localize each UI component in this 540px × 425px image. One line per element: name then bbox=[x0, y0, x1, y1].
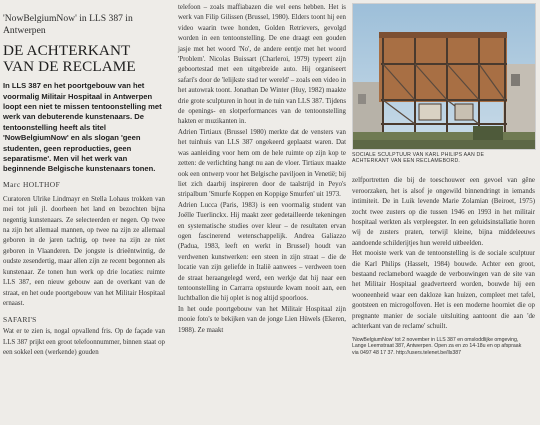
column-middle bbox=[178, 3, 346, 336]
article-kicker: 'NowBelgiumNow' in LLS 387 in Antwerpen bbox=[3, 13, 133, 36]
article-paragraph-1: Curatoren Ulrike Lindmayr en Stella Lohaus trokken van mei tot juli jl. doorheen het land en bezochten bijna negentig kunstenaars. Ze selecteerden er negen. Op twee na zijn het allemaal mannen, op twee na zijn ze allemaal geboren in de jaren tachtig, op twee na zijn ze niet geboren in Vlaanderen. De jongste is drieëntwintig, de oudste zesendertig, maar allen zijn ze recent begonnen als kunstenaar. Ze tonen hun werk op drie locaties: ruimte LLS 387, een nieuw gebouw aan de overkant van de straat, en het oude poortgebouw van het Militair Hospitaal ernaast. bbox=[3, 195, 165, 307]
article-paragraph-2: Wat er te zien is, nogal opvallend fris. Op de façade van LLS 387 prijkt een groot telefoonnummer, binnen staat op een sokkel een (werkende) gouden bbox=[3, 328, 165, 357]
article-photo bbox=[352, 3, 536, 150]
article-headline: DE ACHTERKANT VAN DE RECLAME bbox=[3, 42, 136, 76]
article-byline: Marc HOLTHOF bbox=[3, 179, 61, 189]
photo-caption: SOCIALE SCULPTUUR VAN KARL PHILIPS AAN DE ACHTERKANT VAN EEN RECLAMEBORD. bbox=[352, 152, 485, 165]
exhibition-info-footnote: 'NowBelgiumNow' tot 2 november in LLS 387 en omsloddlijke omgeving, Lange Leemstraat 387, Antwerpen. Open za en zo 14-18u en op afspraak via 0497 48 17 37. http://users.telenet.be/lls387 bbox=[352, 336, 522, 356]
column-left bbox=[3, 13, 165, 359]
column-right bbox=[352, 3, 538, 356]
photo-scaffold-sculpture bbox=[353, 4, 535, 149]
article-column-3-text: zelfportretten die bij de toeschouwer een gevoel van gêne veroorzaken, het is alsof je ongewild binnendringt in iemands intimiteit. De in Luik levende Marie Zolamian (Beiroet, 1975) zocht twee zusters op die tussen 1946 en 1993 in het militair hospitaal werkten als verpleegster. In een geluidsinstallatie horen wij de zusters praten, terwijl kleine, bijna middeleeuws aandoende schilderijtjes hun wereld uitbeelden. Het mooiste werk van de tentoonstelling is de sociale sculptuur die Karl Philips (Hasselt, 1984) bouwde. Achter een groot, bestaand reclamebord waagde de verbouwingen van de site van het Militair Hospitaal geadverteerd worden, bouwde hij een wooneenheid waar een dakloze kan huizen, compleet met tafel, gootsteen en microgolfoven. Het is een moderne hoorniet die op pregnante manier de sociale uitsluiting aantoont die aan 'de achterkant van de reclame' schuilt. bbox=[352, 177, 535, 331]
section-heading-safaris: SAFARI'S bbox=[3, 315, 37, 325]
article-lead: In LLS 387 en het poortgebouw van het voormalig Militair Hospitaal in Antwerpen loopt een niet te missen tentoonstelling met werk van debuterende kunstenaars. De tentoonstelling heeft als titel 'NowBelgiumNow' en als slogan 'geen studenten, geen reproducties, geen separatisme'. Men vil het werk van beginnende Belgische kunstenaars tonen. bbox=[3, 81, 162, 174]
article-column-2-text: telefoon – zoals maffiabazen die wel eens hebben. Het is werk van Filip Gilissen (Brussel, 1980). Elders toont hij een video waarin twee honden, Golden Retrievers, gevolgd worden in een tentoonstelling. De ene draagt een gouden jasje met het woord 'No', de andere eentje met het woord 'Problem'. Nicolas Buissart (Charleroi, 1979) typeert zijn geboortestad met een uitgebreide auto. Hij organiseert safari's door de 'lelijkste stad ter wereld' – zoals een video in het autowrak toont. Jonathan De Winter (Huy, 1982) maakte drie grote sculpturen in hout in de tuin van LLS 387. Tijdens de openings- en slotperformances van de tentoonstelling hakten er muzikanten in. Adrien Tirtiaux (Brussel 1980) merkte dat de vensters van het tuinhuis van LLS 387 ongekeerd geplaatst waren. Dat was aanleiding voor hem om de hele ruimte op zijn kop te zetten: de verlichting hangt nu aan de vloer. Tirtiaux maakte ook een ontwerp voor het Belgische paviljoen in Venetië; bij liet zich daarbij inspireren door de taalstrijd in Peyo's stripalbum 'Smurfe Koppen en Koppige Smurfen' uit 1973. Adrien Lucca (Paris, 1983) is een voormalig student van Joëlle Tuerlinckx. Hij maakt zeer gedetailleerde tekeningen en systematische studies over kleur – de resultaten ervan ogen fascinerend wetenschappelijk. Andrea Galiazzo (Padua, 1983, leeft en werkt in Brussel) houdt van verdwenen kunstwerken: een steen in zijn straat – die de locatie van zijn geliefde in Italië aanwees – verdween toen de straat heraangelegd werd, een werkje dat hij naar een tentoonstelling in Carrarra opstuurde kwam nooit aan, een luchtballon die hij oplet is nog altijd spoorloos. In het oude poortgebouw van het Militair Hospitaal zijn mooie foto's te bekijken van de jonge Lien Hüwels (Ekeren, 1988). Ze maakt bbox=[178, 4, 346, 334]
